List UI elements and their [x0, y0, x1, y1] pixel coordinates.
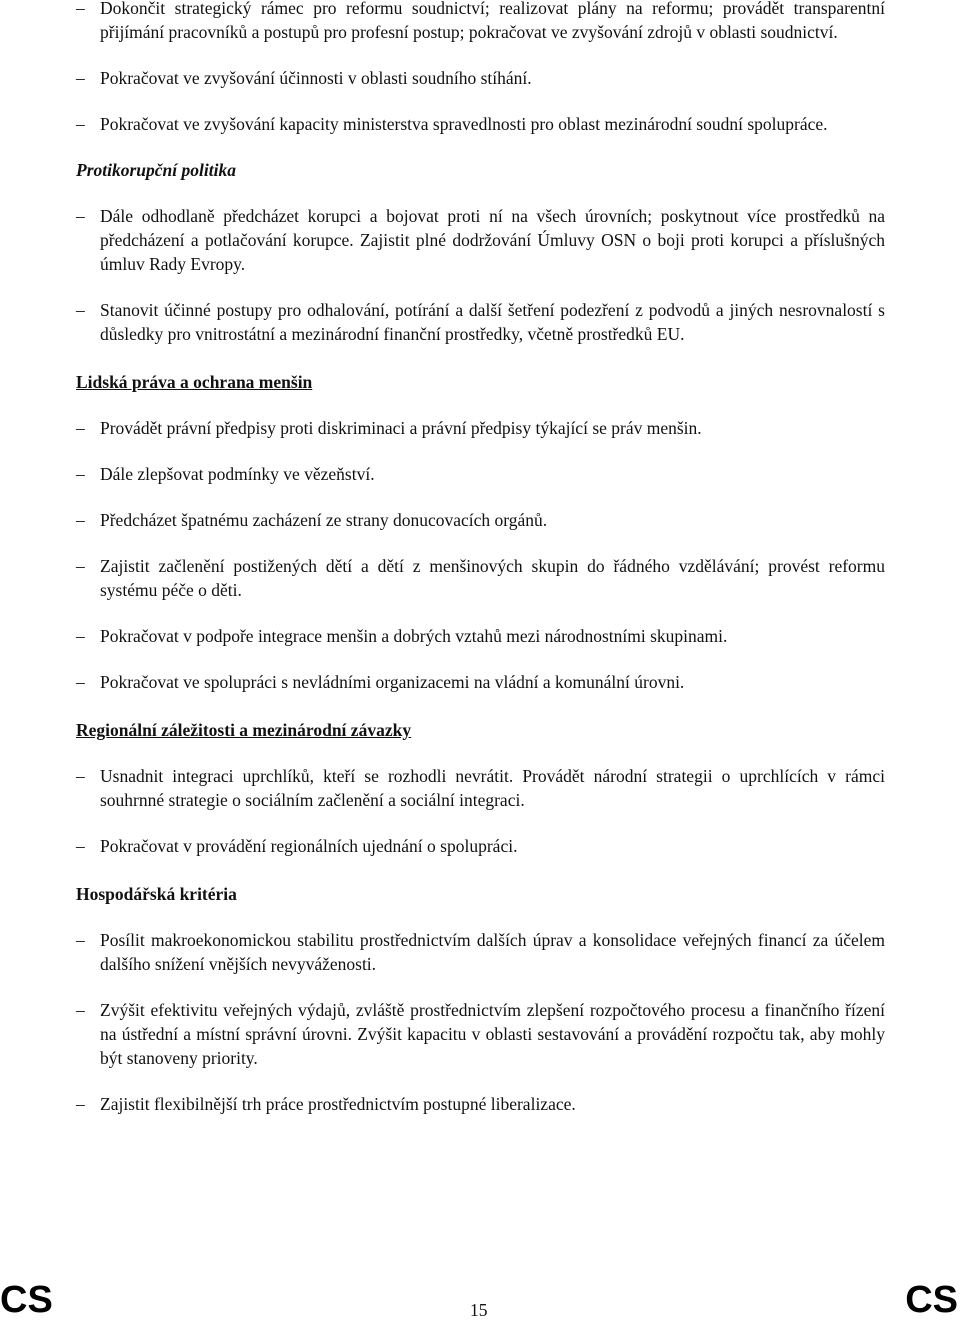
list-item	[76, 66, 885, 90]
list-item-text: Usnadnit integraci uprchlíků, kteří se rozhodli nevrátit. Provádět národní strategii o uprchlících v rámci souhrnné strategie o sociálním začlenění a sociální integraci.	[100, 766, 885, 810]
list-item	[76, 0, 885, 44]
language-code-left: CS	[0, 1279, 53, 1321]
list-item	[76, 928, 885, 976]
dash-bullet: –	[76, 1000, 85, 1020]
dash-bullet: –	[76, 672, 85, 692]
list-item	[76, 298, 885, 346]
dash-bullet: –	[76, 556, 85, 576]
dash-bullet: –	[76, 114, 85, 134]
section-heading-human-rights: Lidská práva a ochrana menšin	[76, 372, 313, 392]
list-item	[76, 998, 885, 1070]
dash-bullet: –	[76, 1094, 85, 1114]
page-number: 15	[470, 1300, 488, 1320]
dash-bullet: –	[76, 0, 85, 18]
language-code-right: CS	[905, 1279, 958, 1321]
dash-bullet: –	[76, 68, 85, 88]
list-item-text: Pokračovat v provádění regionálních ujednání o spolupráci.	[100, 836, 518, 856]
list-item	[76, 624, 885, 648]
section-heading-economic: Hospodářská kritéria	[76, 884, 237, 904]
list-item-text: Dále zlepšovat podmínky ve vězeňství.	[100, 464, 375, 484]
list-item-text: Zvýšit efektivitu veřejných výdajů, zvláště prostřednictvím zlepšení rozpočtového procesu a finančního řízení na ústřední a místní správní úrovni. Zvýšit kapacitu v oblasti sestavování a provádění rozpočtu tak, aby mohly být stanoveny priority.	[100, 1000, 885, 1068]
section-heading-anticorruption: Protikorupční politika	[76, 160, 236, 180]
list-item-text: Pokračovat ve spolupráci s nevládními organizacemi na vládní a komunální úrovni.	[100, 672, 685, 692]
section-heading-regional: Regionální záležitosti a mezinárodní závazky	[76, 720, 412, 740]
list-item-text: Pokračovat ve zvyšování účinnosti v oblasti soudního stíhání.	[100, 68, 532, 88]
list-item-text: Zajistit začlenění postižených dětí a dětí z menšinových skupin do řádného vzdělávání; provést reformu systému péče o děti.	[100, 556, 885, 600]
list-item	[76, 1092, 885, 1116]
list-item	[76, 462, 885, 486]
dash-bullet: –	[76, 206, 85, 226]
dash-bullet: –	[76, 836, 85, 856]
list-item-text: Pokračovat ve zvyšování kapacity ministerstva spravedlnosti pro oblast mezinárodní soudní spolupráce.	[100, 114, 828, 134]
list-item-text: Pokračovat v podpoře integrace menšin a dobrých vztahů mezi národnostními skupinami.	[100, 626, 728, 646]
list-item	[76, 554, 885, 602]
list-item-text: Dokončit strategický rámec pro reformu soudnictví; realizovat plány na reformu; provádět transparentní přijímání pracovníků a postupů pro profesní postup; pokračovat ve zvyšování zdrojů v oblasti soudnictví.	[100, 0, 885, 42]
list-item	[76, 508, 885, 532]
list-item-text: Provádět právní předpisy proti diskriminaci a právní předpisy týkající se práv menšin.	[100, 418, 702, 438]
list-item-text: Předcházet špatnému zacházení ze strany donucovacích orgánů.	[100, 510, 548, 530]
dash-bullet: –	[76, 300, 85, 320]
dash-bullet: –	[76, 510, 85, 530]
list-item	[76, 112, 885, 136]
dash-bullet: –	[76, 418, 85, 438]
dash-bullet: –	[76, 626, 85, 646]
document-body	[76, 0, 885, 1116]
list-item	[76, 670, 885, 694]
list-item-text: Zajistit flexibilnější trh práce prostřednictvím postupné liberalizace.	[100, 1094, 576, 1114]
list-item	[76, 834, 885, 858]
list-item-text: Dále odhodlaně předcházet korupci a bojovat proti ní na všech úrovních; poskytnout více prostředků na předcházení a potlačování korupce. Zajistit plné dodržování Úmluvy OSN o boji proti korupci a příslušných úmluv Rady Evropy.	[100, 206, 885, 274]
dash-bullet: –	[76, 766, 85, 786]
list-item	[76, 764, 885, 812]
dash-bullet: –	[76, 464, 85, 484]
list-item	[76, 204, 885, 276]
dash-bullet: –	[76, 930, 85, 950]
list-item	[76, 416, 885, 440]
list-item-text: Posílit makroekonomickou stabilitu prostřednictvím dalších úprav a konsolidace veřejných financí za účelem dalšího snížení vnějších nevyváženosti.	[100, 930, 885, 974]
list-item-text: Stanovit účinné postupy pro odhalování, potírání a další šetření podezření z podvodů a jiných nesrovnalostí s důsledky pro vnitrostátní a mezinárodní finanční prostředky, včetně prostředků EU.	[100, 300, 885, 344]
